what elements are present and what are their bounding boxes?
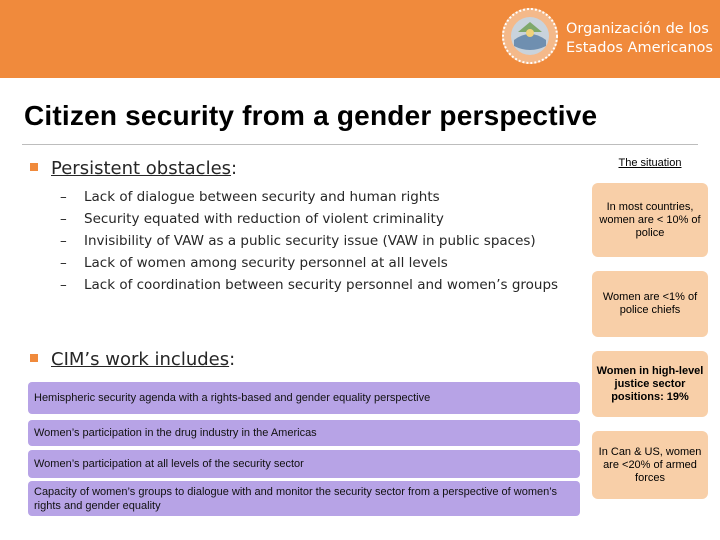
- cim-work-item: Women’s participation at all levels of the security sector: [28, 450, 580, 478]
- obstacle-text: Lack of dialogue between security and human rights: [84, 189, 440, 205]
- cim-work-heading: [30, 349, 235, 370]
- list-item: [60, 186, 560, 208]
- situation-stat-box: In most countries, women are < 10% of police: [592, 183, 708, 257]
- cim-work-item: Hemispheric security agenda with a rights-based and gender equality perspective: [28, 382, 580, 414]
- obstacle-text: Security equated with reduction of violent criminality: [84, 211, 444, 227]
- obstacles-colon: :: [231, 158, 238, 179]
- situation-title: The situation: [618, 157, 682, 169]
- obstacles-list: [60, 186, 560, 296]
- org-name-line1: Organización de los: [566, 21, 709, 37]
- dash-icon: –: [60, 255, 67, 271]
- dash-icon: –: [60, 277, 67, 293]
- situation-stat-box: Women in high-level justice sector positions: 19%: [592, 351, 708, 417]
- situation-stat-box: Women are <1% of police chiefs: [592, 271, 708, 337]
- dash-icon: –: [60, 211, 67, 227]
- obstacles-label: Persistent obstacles: [51, 158, 232, 179]
- cim-work-item: Women’s participation in the drug industry in the Americas: [28, 420, 580, 446]
- obstacles-heading: [30, 158, 237, 179]
- header-bar: [0, 0, 720, 78]
- situation-stat-box: In Can & US, women are <20% of armed forces: [592, 431, 708, 499]
- cim-work-item: Capacity of women’s groups to dialogue with and monitor the security sector from a perspective of women’s rights and gender equality: [28, 481, 580, 516]
- dash-icon: –: [60, 189, 67, 205]
- list-item: [60, 230, 560, 252]
- org-name: [566, 20, 713, 58]
- list-item: [60, 274, 560, 296]
- page-title: Citizen security from a gender perspective: [24, 100, 598, 131]
- cim-work-label: CIM’s work includes: [51, 349, 230, 370]
- dash-icon: –: [60, 233, 67, 249]
- org-name-line2: Estados Americanos: [566, 40, 713, 56]
- obstacle-text: Lack of coordination between security personnel and women’s groups: [84, 277, 559, 293]
- oas-seal-icon: [500, 6, 560, 66]
- cim-work-colon: :: [229, 349, 236, 370]
- bullet-square-icon: [30, 354, 38, 362]
- obstacle-text: Invisibility of VAW as a public security issue (VAW in public spaces): [84, 233, 536, 249]
- bullet-square-icon: [30, 163, 38, 171]
- obstacle-text: Lack of women among security personnel at all levels: [84, 255, 448, 271]
- list-item: [60, 252, 560, 274]
- title-divider: [22, 144, 698, 145]
- list-item: [60, 208, 560, 230]
